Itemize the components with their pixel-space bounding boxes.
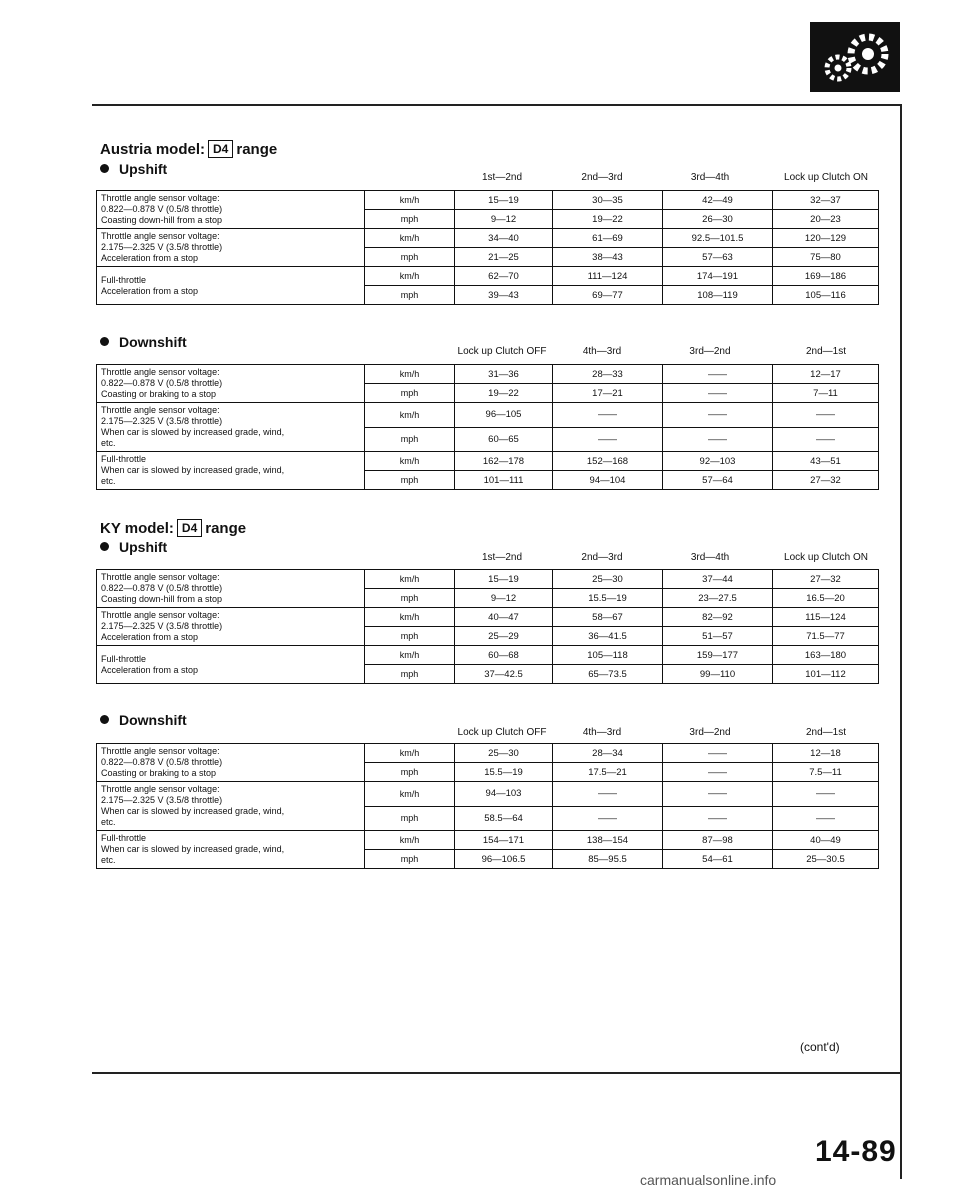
speed-value-cell: 37—44 — [663, 570, 773, 589]
speed-value-cell: 37—42.5 — [455, 665, 553, 684]
speed-value-cell: 40—47 — [455, 608, 553, 627]
speed-value-cell: 21—25 — [455, 248, 553, 267]
unit-cell: mph — [365, 665, 455, 684]
column-header: Lock up Clutch OFF — [457, 727, 547, 738]
speed-value-cell: 32—37 — [773, 191, 879, 210]
speed-value-cell: 7—11 — [773, 384, 879, 403]
unit-cell: km/h — [365, 831, 455, 850]
table-row — [97, 229, 879, 248]
condition-line: When car is slowed by increased grade, wind, — [101, 427, 285, 437]
ky-downshift-table — [96, 743, 879, 869]
column-header: 3rd—2nd — [689, 346, 731, 357]
speed-value-cell: 15.5—19 — [455, 763, 553, 782]
ky-d4-range-box: D4 — [177, 519, 202, 537]
condition-cell — [97, 608, 365, 646]
ky-model-title — [100, 519, 246, 537]
unit-cell: km/h — [365, 452, 455, 471]
ky-upshift-column-headers — [0, 552, 960, 566]
unit-cell: km/h — [365, 229, 455, 248]
ky-downshift-label: Downshift — [119, 712, 187, 728]
condition-cell — [97, 570, 365, 608]
unit-cell: mph — [365, 589, 455, 608]
unit-cell: mph — [365, 427, 455, 452]
speed-value-cell: —— — [773, 782, 879, 807]
table-row — [97, 452, 879, 471]
austria-upshift-label: Upshift — [119, 161, 168, 177]
watermark: carmanualsonline.info — [640, 1172, 777, 1188]
condition-line: When car is slowed by increased grade, wind, — [101, 806, 285, 816]
column-header: 2nd—3rd — [581, 552, 623, 563]
column-header: 3rd—2nd — [689, 727, 731, 738]
table-row — [97, 646, 879, 665]
condition-line: Acceleration from a stop — [101, 664, 199, 675]
ky-title-suffix: range — [205, 520, 247, 537]
condition-cell — [97, 452, 365, 490]
table-row — [97, 365, 879, 384]
table-row — [97, 267, 879, 286]
speed-value-cell: 92.5—101.5 — [663, 229, 773, 248]
speed-value-cell: —— — [553, 806, 663, 831]
unit-cell: mph — [365, 471, 455, 490]
speed-value-cell: 15—19 — [455, 191, 553, 210]
unit-cell: mph — [365, 806, 455, 831]
speed-value-cell: 96—105 — [455, 403, 553, 428]
condition-cell — [97, 365, 365, 403]
unit-cell: km/h — [365, 365, 455, 384]
column-header: Lock up Clutch ON — [784, 172, 868, 183]
condition-cell — [97, 229, 365, 267]
condition-cell — [97, 646, 365, 684]
speed-value-cell: 28—34 — [553, 744, 663, 763]
speed-value-cell: 30—35 — [553, 191, 663, 210]
unit-cell: km/h — [365, 608, 455, 627]
table-row — [97, 570, 879, 589]
speed-value-cell: 28—33 — [553, 365, 663, 384]
column-header: 2nd—3rd — [581, 172, 623, 183]
condition-line: Full-throttle — [101, 274, 147, 285]
unit-cell: mph — [365, 384, 455, 403]
condition-line: Acceleration from a stop — [101, 285, 199, 296]
speed-value-cell: —— — [663, 427, 773, 452]
speed-value-cell: 7.5—11 — [773, 763, 879, 782]
speed-value-cell: 17.5—21 — [553, 763, 663, 782]
speed-value-cell: 96—106.5 — [455, 850, 553, 869]
speed-value-cell: —— — [773, 427, 879, 452]
condition-cell — [97, 267, 365, 305]
condition-line: 0.822—0.878 V (0.5/8 throttle) — [101, 204, 223, 214]
speed-value-cell: 58.5—64 — [455, 806, 553, 831]
table-row — [97, 403, 879, 428]
bullet-icon — [100, 337, 109, 346]
speed-value-cell: 57—63 — [663, 248, 773, 267]
speed-value-cell: 43—51 — [773, 452, 879, 471]
unit-cell: mph — [365, 763, 455, 782]
speed-value-cell: —— — [773, 806, 879, 831]
speed-value-cell: 69—77 — [553, 286, 663, 305]
speed-value-cell: 40—49 — [773, 831, 879, 850]
ky-title-prefix: KY model: — [100, 520, 174, 537]
condition-line: Throttle angle sensor voltage: — [101, 610, 220, 620]
speed-value-cell: 138—154 — [553, 831, 663, 850]
speed-value-cell: 15—19 — [455, 570, 553, 589]
austria-upshift-table — [96, 190, 879, 305]
speed-value-cell: 39—43 — [455, 286, 553, 305]
condition-line: Coasting down-hill from a stop — [101, 215, 223, 225]
column-header: Lock up Clutch OFF — [457, 346, 547, 357]
speed-value-cell: 94—103 — [455, 782, 553, 807]
speed-value-cell: 62—70 — [455, 267, 553, 286]
speed-value-cell: —— — [663, 763, 773, 782]
condition-line: Acceleration from a stop — [101, 632, 199, 642]
ky-downshift-column-headers — [0, 727, 960, 741]
condition-cell — [97, 191, 365, 229]
speed-value-cell: 111—124 — [553, 267, 663, 286]
speed-value-cell: 92—103 — [663, 452, 773, 471]
speed-value-cell: 154—171 — [455, 831, 553, 850]
austria-model-title — [100, 140, 277, 158]
condition-cell — [97, 831, 365, 869]
speed-value-cell: 9—12 — [455, 210, 553, 229]
speed-value-cell: 27—32 — [773, 570, 879, 589]
speed-value-cell: 19—22 — [455, 384, 553, 403]
austria-upshift-column-headers — [0, 172, 960, 186]
speed-value-cell: 101—111 — [455, 471, 553, 490]
condition-line: Throttle angle sensor voltage: — [101, 746, 220, 756]
speed-value-cell: 19—22 — [553, 210, 663, 229]
speed-value-cell: 60—68 — [455, 646, 553, 665]
condition-cell — [97, 782, 365, 831]
condition-line: 2.175—2.325 V (3.5/8 throttle) — [101, 621, 223, 631]
speed-value-cell: 105—118 — [553, 646, 663, 665]
speed-value-cell: 105—116 — [773, 286, 879, 305]
unit-cell: km/h — [365, 570, 455, 589]
speed-value-cell: 17—21 — [553, 384, 663, 403]
column-header: 1st—2nd — [481, 552, 523, 563]
speed-value-cell: 65—73.5 — [553, 665, 663, 684]
condition-line: Throttle angle sensor voltage: — [101, 784, 220, 794]
speed-value-cell: 101—112 — [773, 665, 879, 684]
condition-line: When car is slowed by increased grade, wind, — [101, 844, 285, 854]
condition-line: Coasting down-hill from a stop — [101, 594, 223, 604]
speed-value-cell: 174—191 — [663, 267, 773, 286]
speed-value-cell: —— — [663, 806, 773, 831]
speed-value-cell: 36—41.5 — [553, 627, 663, 646]
austria-downshift-label: Downshift — [119, 334, 187, 350]
speed-value-cell: 108—119 — [663, 286, 773, 305]
condition-cell — [97, 744, 365, 782]
speed-value-cell: 25—30.5 — [773, 850, 879, 869]
column-header: 2nd—1st — [805, 727, 847, 738]
condition-line: Acceleration from a stop — [101, 253, 199, 263]
condition-line: 2.175—2.325 V (3.5/8 throttle) — [101, 795, 223, 805]
speed-value-cell: 23—27.5 — [663, 589, 773, 608]
condition-line: Throttle angle sensor voltage: — [101, 231, 220, 241]
column-header: 2nd—1st — [805, 346, 847, 357]
column-header: 3rd—4th — [690, 552, 730, 563]
condition-line: 0.822—0.878 V (0.5/8 throttle) — [101, 757, 223, 767]
speed-value-cell: —— — [663, 744, 773, 763]
austria-title-suffix: range — [236, 141, 278, 158]
speed-value-cell: 75—80 — [773, 248, 879, 267]
condition-line: Throttle angle sensor voltage: — [101, 367, 220, 377]
unit-cell: km/h — [365, 191, 455, 210]
condition-line: Throttle angle sensor voltage: — [101, 405, 220, 415]
condition-line: 2.175—2.325 V (3.5/8 throttle) — [101, 242, 223, 252]
unit-cell: mph — [365, 210, 455, 229]
unit-cell: km/h — [365, 782, 455, 807]
speed-value-cell: —— — [553, 782, 663, 807]
column-header: Lock up Clutch ON — [784, 552, 868, 563]
speed-value-cell: 71.5—77 — [773, 627, 879, 646]
speed-value-cell: 54—61 — [663, 850, 773, 869]
speed-value-cell: 99—110 — [663, 665, 773, 684]
speed-value-cell: 152—168 — [553, 452, 663, 471]
austria-downshift-column-headers — [0, 346, 960, 360]
condition-line: etc. — [101, 438, 116, 448]
ky-upshift-label: Upshift — [119, 539, 168, 555]
table-row — [97, 608, 879, 627]
speed-value-cell: 120—129 — [773, 229, 879, 248]
speed-value-cell: 87—98 — [663, 831, 773, 850]
speed-value-cell: 31—36 — [455, 365, 553, 384]
speed-value-cell: 12—18 — [773, 744, 879, 763]
unit-cell: mph — [365, 627, 455, 646]
austria-downshift-table — [96, 364, 879, 490]
speed-value-cell: —— — [663, 365, 773, 384]
speed-value-cell: 34—40 — [455, 229, 553, 248]
speed-value-cell: 94—104 — [553, 471, 663, 490]
bottom-rule — [92, 1072, 902, 1074]
condition-cell — [97, 403, 365, 452]
speed-value-cell: 85—95.5 — [553, 850, 663, 869]
speed-value-cell: 9—12 — [455, 589, 553, 608]
speed-value-cell: 25—29 — [455, 627, 553, 646]
condition-line: etc. — [101, 476, 116, 486]
condition-line: etc. — [101, 817, 116, 827]
condition-line: Coasting or braking to a stop — [101, 768, 217, 778]
speed-value-cell: —— — [553, 427, 663, 452]
unit-cell: mph — [365, 286, 455, 305]
condition-line: 0.822—0.878 V (0.5/8 throttle) — [101, 378, 223, 388]
column-header: 1st—2nd — [481, 172, 523, 183]
unit-cell: km/h — [365, 646, 455, 665]
column-header: 4th—3rd — [582, 346, 622, 357]
condition-line: Full-throttle — [101, 454, 147, 464]
condition-line: 2.175—2.325 V (3.5/8 throttle) — [101, 416, 223, 426]
bullet-icon — [100, 715, 109, 724]
speed-value-cell: 115—124 — [773, 608, 879, 627]
condition-line: Full-throttle — [101, 653, 147, 664]
speed-value-cell: 42—49 — [663, 191, 773, 210]
speed-value-cell: 159—177 — [663, 646, 773, 665]
continued-note: (cont'd) — [800, 1040, 840, 1054]
unit-cell: mph — [365, 248, 455, 267]
speed-value-cell: 57—64 — [663, 471, 773, 490]
condition-line: Throttle angle sensor voltage: — [101, 193, 220, 203]
speed-value-cell: —— — [663, 782, 773, 807]
speed-value-cell: 163—180 — [773, 646, 879, 665]
speed-value-cell: —— — [663, 403, 773, 428]
unit-cell: mph — [365, 850, 455, 869]
bullet-icon — [100, 542, 109, 551]
speed-value-cell: 82—92 — [663, 608, 773, 627]
column-header: 3rd—4th — [690, 172, 730, 183]
speed-value-cell: 12—17 — [773, 365, 879, 384]
speed-value-cell: 60—65 — [455, 427, 553, 452]
speed-value-cell: —— — [553, 403, 663, 428]
transmission-gear-icon — [810, 22, 900, 92]
column-header: 4th—3rd — [582, 727, 622, 738]
page-number: 14-89 — [815, 1135, 897, 1168]
speed-value-cell: 26—30 — [663, 210, 773, 229]
ky-downshift-heading — [100, 712, 187, 728]
right-rule — [900, 104, 902, 1179]
speed-value-cell: 27—32 — [773, 471, 879, 490]
austria-title-prefix: Austria model: — [100, 141, 206, 158]
unit-cell: km/h — [365, 267, 455, 286]
table-row — [97, 744, 879, 763]
speed-value-cell: 25—30 — [553, 570, 663, 589]
top-rule — [92, 104, 902, 106]
speed-value-cell: 20—23 — [773, 210, 879, 229]
speed-value-cell: 169—186 — [773, 267, 879, 286]
speed-value-cell: —— — [773, 403, 879, 428]
condition-line: Coasting or braking to a stop — [101, 389, 217, 399]
austria-d4-range-box: D4 — [208, 140, 233, 158]
speed-value-cell: 51—57 — [663, 627, 773, 646]
table-row — [97, 191, 879, 210]
condition-line: Full-throttle — [101, 833, 147, 843]
table-row — [97, 782, 879, 807]
condition-line: Throttle angle sensor voltage: — [101, 572, 220, 582]
speed-value-cell: 61—69 — [553, 229, 663, 248]
speed-value-cell: 16.5—20 — [773, 589, 879, 608]
speed-value-cell: —— — [663, 384, 773, 403]
unit-cell: km/h — [365, 403, 455, 428]
condition-line: When car is slowed by increased grade, wind, — [101, 465, 285, 475]
table-row — [97, 831, 879, 850]
speed-value-cell: 58—67 — [553, 608, 663, 627]
speed-value-cell: 162—178 — [455, 452, 553, 471]
ky-upshift-table — [96, 569, 879, 684]
unit-cell: km/h — [365, 744, 455, 763]
condition-line: etc. — [101, 855, 116, 865]
speed-value-cell: 25—30 — [455, 744, 553, 763]
speed-value-cell: 38—43 — [553, 248, 663, 267]
condition-line: 0.822—0.878 V (0.5/8 throttle) — [101, 583, 223, 593]
speed-value-cell: 15.5—19 — [553, 589, 663, 608]
